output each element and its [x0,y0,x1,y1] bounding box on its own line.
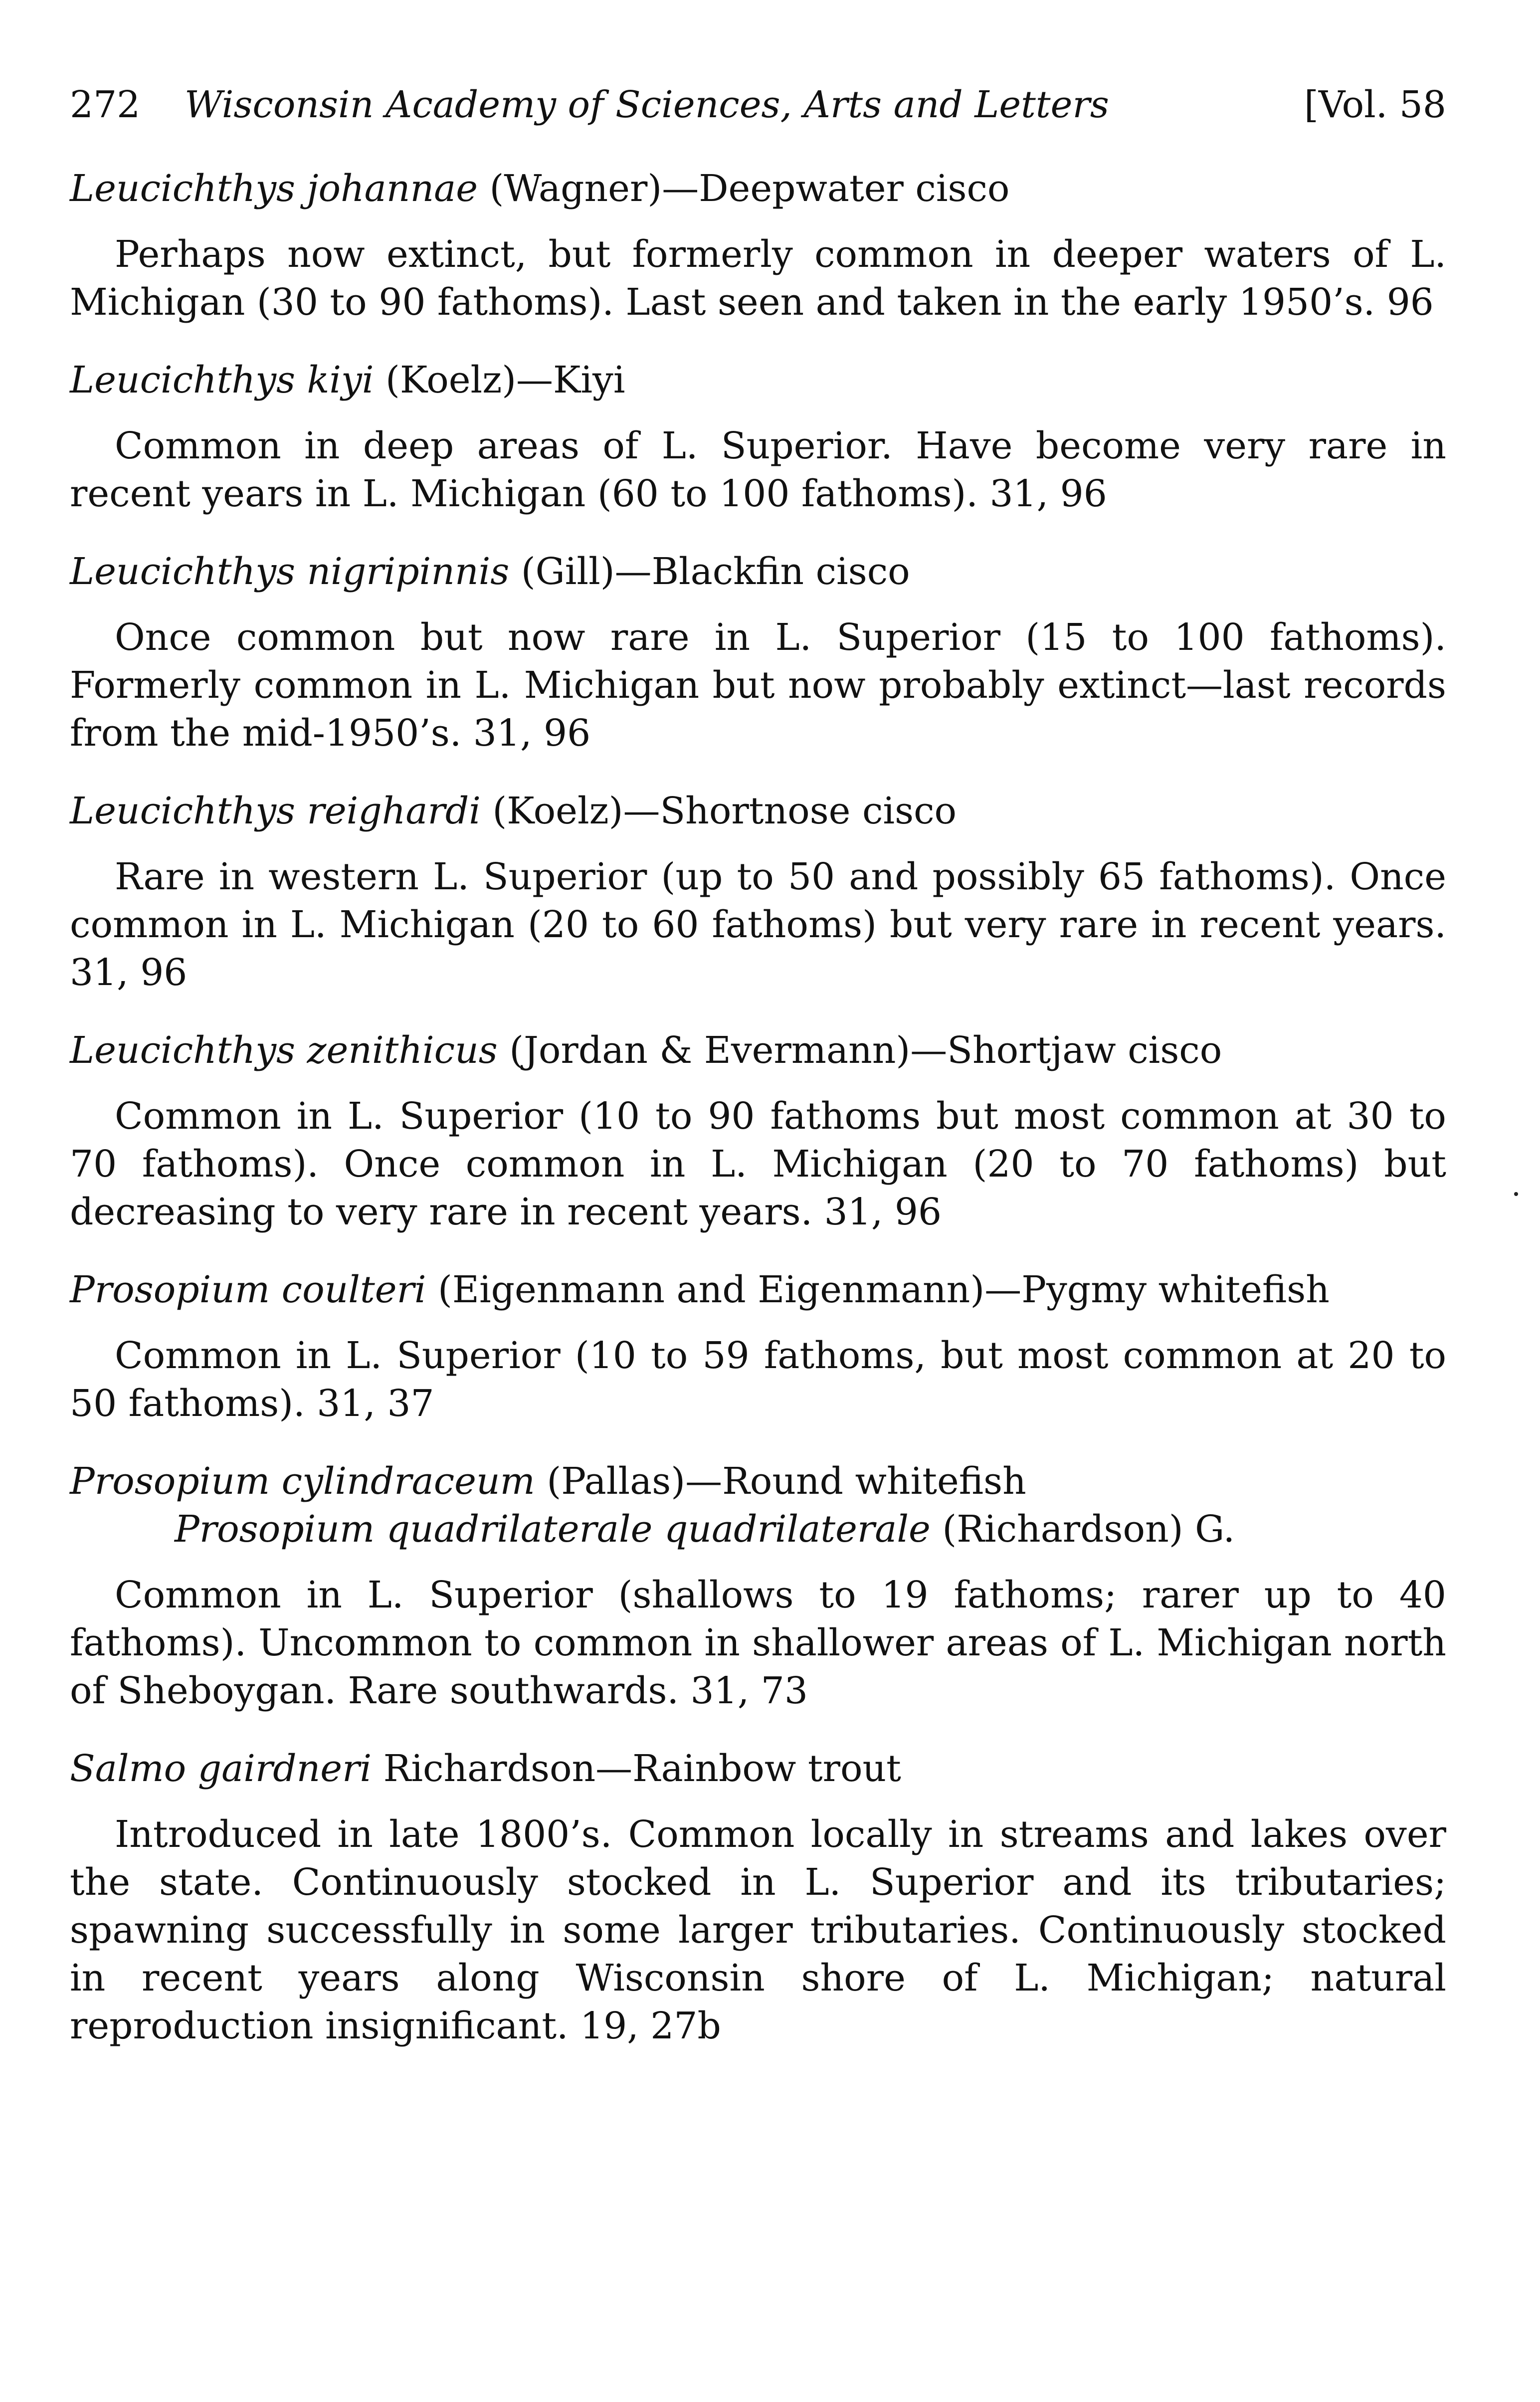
species-entry [70,1266,1446,1427]
authority-common-name: (Wagner)—Deepwater cisco [478,167,1010,210]
scientific-name: Leucichthys kiyi [70,359,374,401]
species-description: Perhaps now extinct, but formerly common in deeper waters of L. Michigan (30 to 90 fathoms). Last seen and taken in the early 1950’s. 96 [70,233,1446,324]
journal-title: Wisconsin Academy of Sciences, Arts and Letters [185,83,1109,126]
species-heading [70,1026,1446,1074]
volume-label: [Vol. 58 [1304,83,1446,126]
scientific-name: Leucichthys nigripinnis [70,550,510,593]
synonym-authority: (Richardson) G. [930,1508,1235,1551]
species-description: Once common but now rare in L. Superior (15 to 100 fathoms). Formerly common in L. Michigan but now probably extinct—last records from the mid-1950’s. 31, 96 [70,616,1446,755]
scientific-name: Leucichthys reighardi [70,790,481,832]
species-entry [70,1745,1446,2050]
species-description: Introduced in late 1800’s. Common locally in streams and lakes over the state. Continuously stocked in L. Superior and its tributaries; spawning successfully in some larger tributaries. Continuously stocked in recent years along Wisconsin shore of L. Michigan; natural reproduction insignificant. 19, 27b [70,1813,1446,2047]
species-description: Common in L. Superior (10 to 90 fathoms but most common at 30 to 70 fathoms). Once common in L. Michigan (20 to 70 fathoms) but decreasing to very rare in recent years. 31, 96 [70,1095,1446,1233]
species-entry [70,356,1446,518]
authority-common-name: (Jordan & Evermann)—Shortjaw cisco [497,1029,1222,1072]
species-entry [70,1026,1446,1236]
species-entry [70,787,1446,997]
authority-common-name: (Pallas)—Round whitefish [535,1460,1026,1503]
scientific-name: Leucichthys johannae [70,167,478,210]
species-entry [70,1457,1446,1715]
species-heading [70,548,1446,596]
species-heading [70,1457,1446,1505]
authority-common-name: Richardson—Rainbow trout [372,1747,901,1790]
species-heading [70,165,1446,212]
page [70,75,1446,2050]
page-number: 272 [70,83,141,126]
scientific-name: Salmo gairdneri [70,1747,372,1790]
authority-common-name: (Koelz)—Kiyi [374,359,625,401]
scan-speck [1514,1192,1518,1196]
synonym-scientific-name: Prosopium quadrilaterale quadrilaterale [175,1508,931,1551]
species-description: Common in deep areas of L. Superior. Have become very rare in recent years in L. Michigan (60 to 100 fathoms). 31, 96 [70,424,1446,515]
species-entry [70,165,1446,326]
synonym-line [70,1505,1446,1553]
species-entry [70,548,1446,757]
species-description: Common in L. Superior (10 to 59 fathoms, but most common at 20 to 50 fathoms). 31, 37 [70,1334,1446,1425]
species-heading [70,356,1446,404]
authority-common-name: (Koelz)—Shortnose cisco [480,790,957,832]
scientific-name: Leucichthys zenithicus [70,1029,498,1072]
running-head [70,75,1446,135]
scientific-name: Prosopium coulteri [70,1268,426,1311]
species-heading [70,1266,1446,1314]
authority-common-name: (Gill)—Blackfin cisco [509,550,910,593]
scientific-name: Prosopium cylindraceum [70,1460,535,1503]
authority-common-name: (Eigenmann and Eigenmann)—Pygmy whitefish [426,1268,1330,1311]
species-description: Common in L. Superior (shallows to 19 fathoms; rarer up to 40 fathoms). Uncommon to common in shallower areas of L. Michigan north of Sheboygan. Rare southwards. 31, 73 [70,1574,1446,1712]
species-heading [70,1745,1446,1793]
species-heading [70,787,1446,835]
species-description: Rare in western L. Superior (up to 50 and possibly 65 fathoms). Once common in L. Michigan (20 to 60 fathoms) but very rare in recent years. 31, 96 [70,855,1446,994]
